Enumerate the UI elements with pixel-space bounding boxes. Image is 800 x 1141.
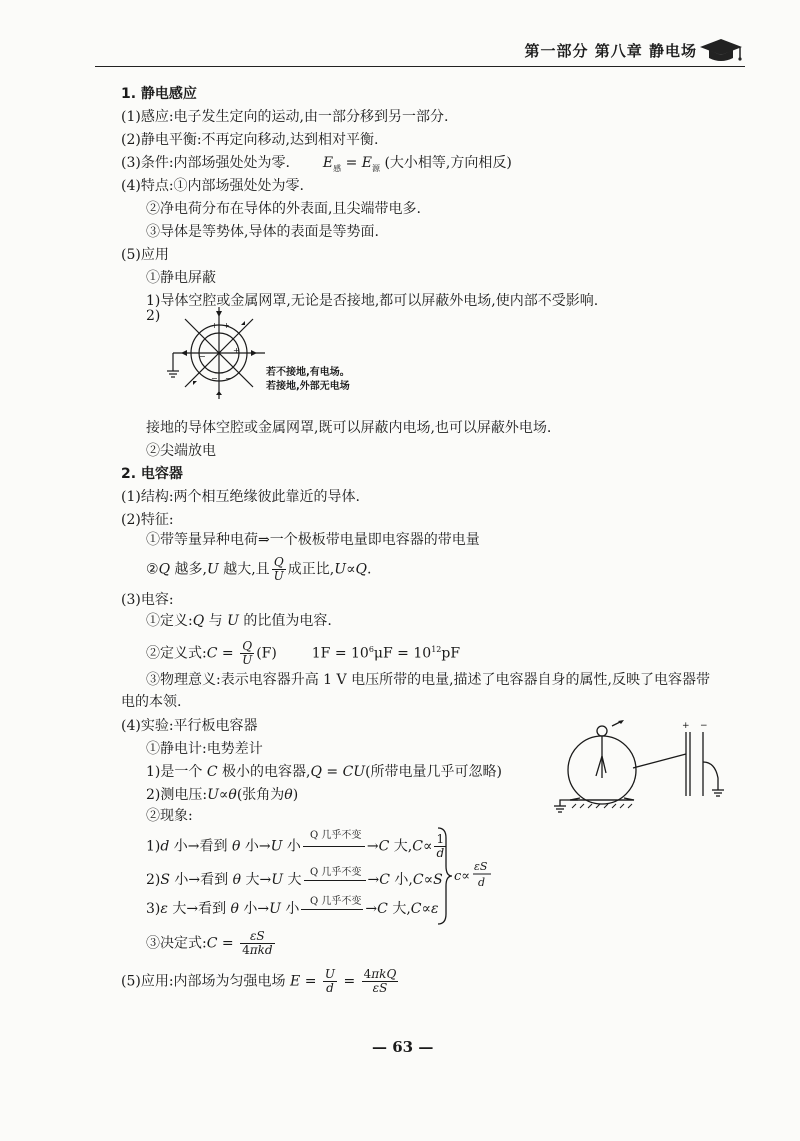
section-2-title: 2. 电容器 xyxy=(121,466,183,482)
text-line: (1)结构:两个相互绝缘彼此靠近的导体. xyxy=(121,489,360,505)
svg-text:+: + xyxy=(223,321,230,330)
page-header xyxy=(95,34,745,67)
phenomenon-row-3: 3)ε 大→看到 θ 小→U 小 →C 大,C∝ε xyxy=(146,901,439,917)
text-segment: pF xyxy=(441,645,461,662)
text-segment: 小, xyxy=(394,872,413,888)
text-line: ②定义式:C = $\frac{Q}{U}$ (F) $1F = 10^6\mu F = 10^{12}pF$ xyxy=(146,639,461,668)
text-segment: (张角为 xyxy=(236,787,285,803)
text-line: 1)导体空腔或金属网罩,无论是否接地,都可以屏蔽外电场,使内部不受影响. xyxy=(146,293,599,309)
text-line: 2)测电压:U∝θ(张角为θ) xyxy=(146,787,299,803)
text-segment: 大 xyxy=(287,872,302,888)
text-line: ②尖端放电 xyxy=(146,443,216,459)
text-segment: 小 xyxy=(286,838,301,855)
fraction: $\frac{1}{d}$ xyxy=(436,832,445,860)
text-segment: (大小相等,方向相反) xyxy=(384,155,512,171)
svg-text:−: − xyxy=(225,374,232,383)
header-text: 第一部分 第八章 静电场 xyxy=(524,42,697,60)
text-line: 电的本领. xyxy=(121,694,182,710)
shielding-diagram xyxy=(165,305,275,405)
text-line: (5)应用 xyxy=(121,247,169,263)
text-segment: 小 xyxy=(285,901,300,917)
text-segment: (5)应用:内部场为匀强电场 xyxy=(121,973,286,990)
text-segment: 越多, xyxy=(174,561,207,578)
fraction: $\frac{U}{d}$ xyxy=(324,967,336,995)
text-segment: 大→ xyxy=(245,872,272,888)
formula: $E_感 = E_源$ xyxy=(322,155,381,173)
text-segment: (所带电量几乎可忽略) xyxy=(365,764,503,780)
text-line: ③物理意义:表示电容器升高 1 V 电压所带的电量,描述了电容器自身的属性,反映了电容器带 xyxy=(146,672,710,688)
fraction: $\frac{Q}{U}$ xyxy=(242,639,253,668)
text-segment: 大→看到 xyxy=(172,901,227,917)
right-brace xyxy=(436,826,496,926)
text-line: (1)感应:电子发生定向的运动,由一部分移到另一部分. xyxy=(121,109,449,125)
svg-text:+: + xyxy=(682,721,690,731)
text-line: ②净电荷分布在导体的外表面,且尖端带电多. xyxy=(146,201,421,217)
fraction: $\frac{Q}{U}$ xyxy=(273,555,284,583)
text-segment: ② xyxy=(146,561,159,578)
svg-text:−: − xyxy=(199,352,206,361)
text-line: ②现象: xyxy=(146,808,193,824)
text-line: 2) xyxy=(146,308,161,324)
text-line: (5)应用:内部场为匀强电场 E = $\frac{U}{d}$ = $\frac{\text{4πkQ}}{\varepsilon S}$ xyxy=(121,967,397,995)
text-segment: 极小的电容器, xyxy=(222,764,311,780)
text-segment: 的比值为电容. xyxy=(243,613,332,629)
text-segment: ②定义式: xyxy=(146,645,207,662)
text-segment: 1F = 10 xyxy=(311,645,369,662)
text-line: ③导体是等势体,导体的表面是等势面. xyxy=(146,224,379,240)
fraction: $\frac{\text{4πkQ}}{\varepsilon S}$ xyxy=(363,967,397,995)
figure-label: 若接地,外部无电场 xyxy=(266,381,350,392)
text-line: ①定义:Q 与 U 的比值为电容. xyxy=(146,613,332,629)
text-segment: ③决定式: xyxy=(146,935,207,952)
phenomenon-row-1: 1)d 小→看到 θ 小→U 小 →C 大,C∝ $\frac{1}{d}$ xyxy=(146,832,445,860)
text-line: 接地的导体空腔或金属网罩,既可以屏蔽内电场,也可以屏蔽外电场. xyxy=(146,420,552,436)
text-segment: 2)测电压: xyxy=(146,787,208,803)
svg-text:εS: εS xyxy=(474,860,488,873)
text-line: (4)特点:①内部场强处处为零. xyxy=(121,178,304,194)
text-segment: ) xyxy=(292,787,299,803)
svg-text:+: + xyxy=(233,346,240,355)
phenomenon-row-2: 2)S 小→看到 θ 大→U 大 →C 小,C∝S xyxy=(146,872,443,888)
text-line xyxy=(121,153,512,179)
text-segment: 小→看到 xyxy=(174,872,229,888)
electroscope-diagram xyxy=(540,718,750,818)
text-line: (3)电容: xyxy=(121,592,174,608)
text-segment: (3)条件:内部场强处处为零. xyxy=(121,155,290,171)
figure-label: 若不接地,有电场。 xyxy=(266,367,350,378)
text-line: ①静电屏蔽 xyxy=(146,270,216,286)
fraction: $\frac{\varepsilon S}{\text{4πkd}}$ xyxy=(242,929,273,957)
svg-text:c∝: c∝ xyxy=(454,869,471,884)
svg-text:−: − xyxy=(211,374,218,383)
graduation-cap-icon xyxy=(699,36,743,64)
page-number: — 63 — xyxy=(372,1038,434,1056)
text-segment: 越大,且 xyxy=(223,561,270,578)
text-segment: 小→ xyxy=(244,838,271,855)
text-line: (4)实验:平行板电容器 xyxy=(121,718,258,734)
svg-text:−: − xyxy=(700,721,708,731)
arrow-label: Q 几乎不变 xyxy=(310,830,362,841)
text-segment: 与 xyxy=(208,613,223,629)
text-line: 1)是一个 C 极小的电容器,Q = CU(所带电量几乎可忽略) xyxy=(146,764,503,780)
arrow-label: Q 几乎不变 xyxy=(310,867,362,878)
text-segment: ①定义: xyxy=(146,613,193,629)
text-segment: 大, xyxy=(393,838,413,855)
text-line: ③决定式:C = $\frac{\varepsilon S}{\text{4πkd}}$ xyxy=(146,929,273,957)
text-segment: 成正比, xyxy=(287,561,335,578)
text-segment: 小→看到 xyxy=(173,838,228,855)
text-line: (2)特征: xyxy=(121,512,174,528)
svg-text:d: d xyxy=(478,876,486,889)
text-segment: μF = 10 xyxy=(373,645,432,662)
text-segment: (F) xyxy=(256,645,277,662)
text-line: ②Q 越多,U 越大,且 $\frac{Q}{U}$ 成正比,U∝Q. xyxy=(146,555,372,583)
text-line: ①静电计:电势差计 xyxy=(146,741,263,757)
svg-text:+: + xyxy=(211,321,218,330)
text-line: (2)静电平衡:不再定向移动,达到相对平衡. xyxy=(121,132,379,148)
text-segment: 大, xyxy=(392,901,411,917)
text-segment: 1)是一个 xyxy=(146,764,203,780)
text-segment: 小→ xyxy=(243,901,270,917)
text-line: ①带等量异种电荷⇒一个极板带电量即电容器的带电量 xyxy=(146,532,480,548)
arrow-label: Q 几乎不变 xyxy=(310,896,362,907)
section-1-title: 1. 静电感应 xyxy=(121,86,197,102)
